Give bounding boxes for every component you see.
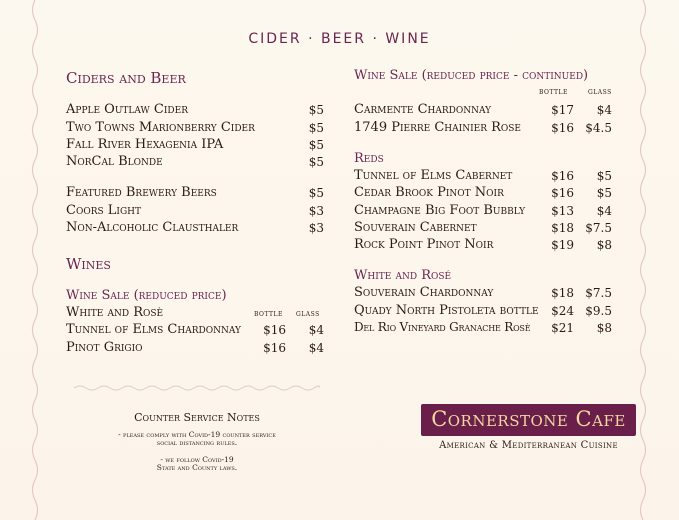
menu-item-name: Tunnel of Elms Chardonnay [66,322,241,337]
notes-text: social distancing rules. [156,438,238,447]
bottle-price: $16 [551,169,574,183]
menu-item-name: Fall River Hexagenia IPA [66,137,224,152]
menu-item-name: Carmente Chardonnay [354,102,492,117]
menu-item-price: $5 [308,103,324,117]
menu-item-price: $3 [308,204,324,218]
counter-notes-heading: Counter Service Notes [134,411,260,424]
bottle-price: $16 [551,186,574,200]
bottle-price: $16 [263,323,286,337]
wine-sale-continued-heading: Wine Sale (reduced price - continued) [354,68,589,83]
white-rose-heading: White and Rosé [354,268,452,283]
wines-heading: Wines [66,255,111,273]
glass-price: $7.5 [585,221,612,235]
menu-item-name: Non-Alcoholic Clausthaler [66,220,239,235]
ciders-beer-heading: Ciders and Beer [66,69,186,87]
menu-item-price: $5 [308,186,324,200]
menu-item-name: Two Towns Marionberry Cider [66,120,255,135]
notes-text: - please comply with Covid-19 counter service [118,430,276,439]
bottle-price: $16 [263,341,286,355]
menu-item-price: $5 [308,155,324,169]
glass-price: $7.5 [585,286,612,300]
brand-tagline: American & Mediterranean Cuisine [439,440,618,451]
white-rose-label: White and Rosè [66,305,164,320]
glass-price: $4.5 [585,121,612,135]
wine-sale-heading: Wine Sale (reduced price) [66,288,227,303]
right-wavy-border [636,0,650,520]
glass-price: $9.5 [585,304,612,318]
reds-heading: Reds [354,151,384,166]
menu-item-name: Coors Light [66,203,142,218]
bottle-column-header: bottle [539,87,568,97]
left-wavy-border [28,0,42,520]
bottle-price: $16 [551,121,574,135]
bottle-column-header: bottle [254,309,283,319]
menu-item-name: Del Rio Vineyard Granache Rosè [354,320,531,334]
glass-price: $4 [596,204,612,218]
glass-price: $8 [596,238,612,252]
menu-item-name: Featured Brewery Beers [66,185,217,200]
glass-price: $5 [596,169,612,183]
menu-item-name: NorCal Blonde [66,154,163,169]
menu-item-name: Champagne Big Foot Bubbly [354,203,526,218]
menu-item-price: $5 [308,138,324,152]
notes-text: - we follow Covid-19 [160,455,234,464]
glass-price: $4 [596,103,612,117]
glass-price: $4 [308,341,324,355]
wavy-divider [74,378,320,388]
glass-price: $8 [596,321,612,335]
bottle-price: $21 [551,321,574,335]
glass-price: $5 [596,186,612,200]
menu-item-name: 1749 Pierre Chainier Rose [354,120,522,135]
notes-text: State and County laws. [156,463,238,472]
bottle-price: $24 [551,304,574,318]
menu-item-name: Pinot Grigio [66,340,143,355]
menu-item-price: $5 [308,121,324,135]
glass-column-header: glass [296,309,320,319]
bottle-price: $18 [551,286,574,300]
menu-item-name: Apple Outlaw Cider [66,102,188,117]
menu-item-name: Cedar Brook Pinot Noir [354,185,504,200]
glass-price: $4 [308,323,324,337]
menu-item-price: $3 [308,221,324,235]
menu-item-name: Souverain Chardonnay [354,285,494,300]
bottle-price: $18 [551,221,574,235]
brand-name: Cornerstone Cafe [431,407,626,431]
page-title: CIDER · BEER · WINE [248,31,431,47]
bottle-price: $19 [551,238,574,252]
menu-item-name: Tunnel of Elms Cabernet [354,168,513,183]
glass-column-header: glass [588,87,612,97]
menu-item-name: Rock Point Pinot Noir [354,237,494,252]
menu-item-name: Quady North Pistoleta bottle [354,303,539,318]
brand-logo [421,404,636,436]
menu-item-name: Souverain Cabernet [354,220,477,235]
bottle-price: $13 [551,204,574,218]
bottle-price: $17 [551,103,574,117]
